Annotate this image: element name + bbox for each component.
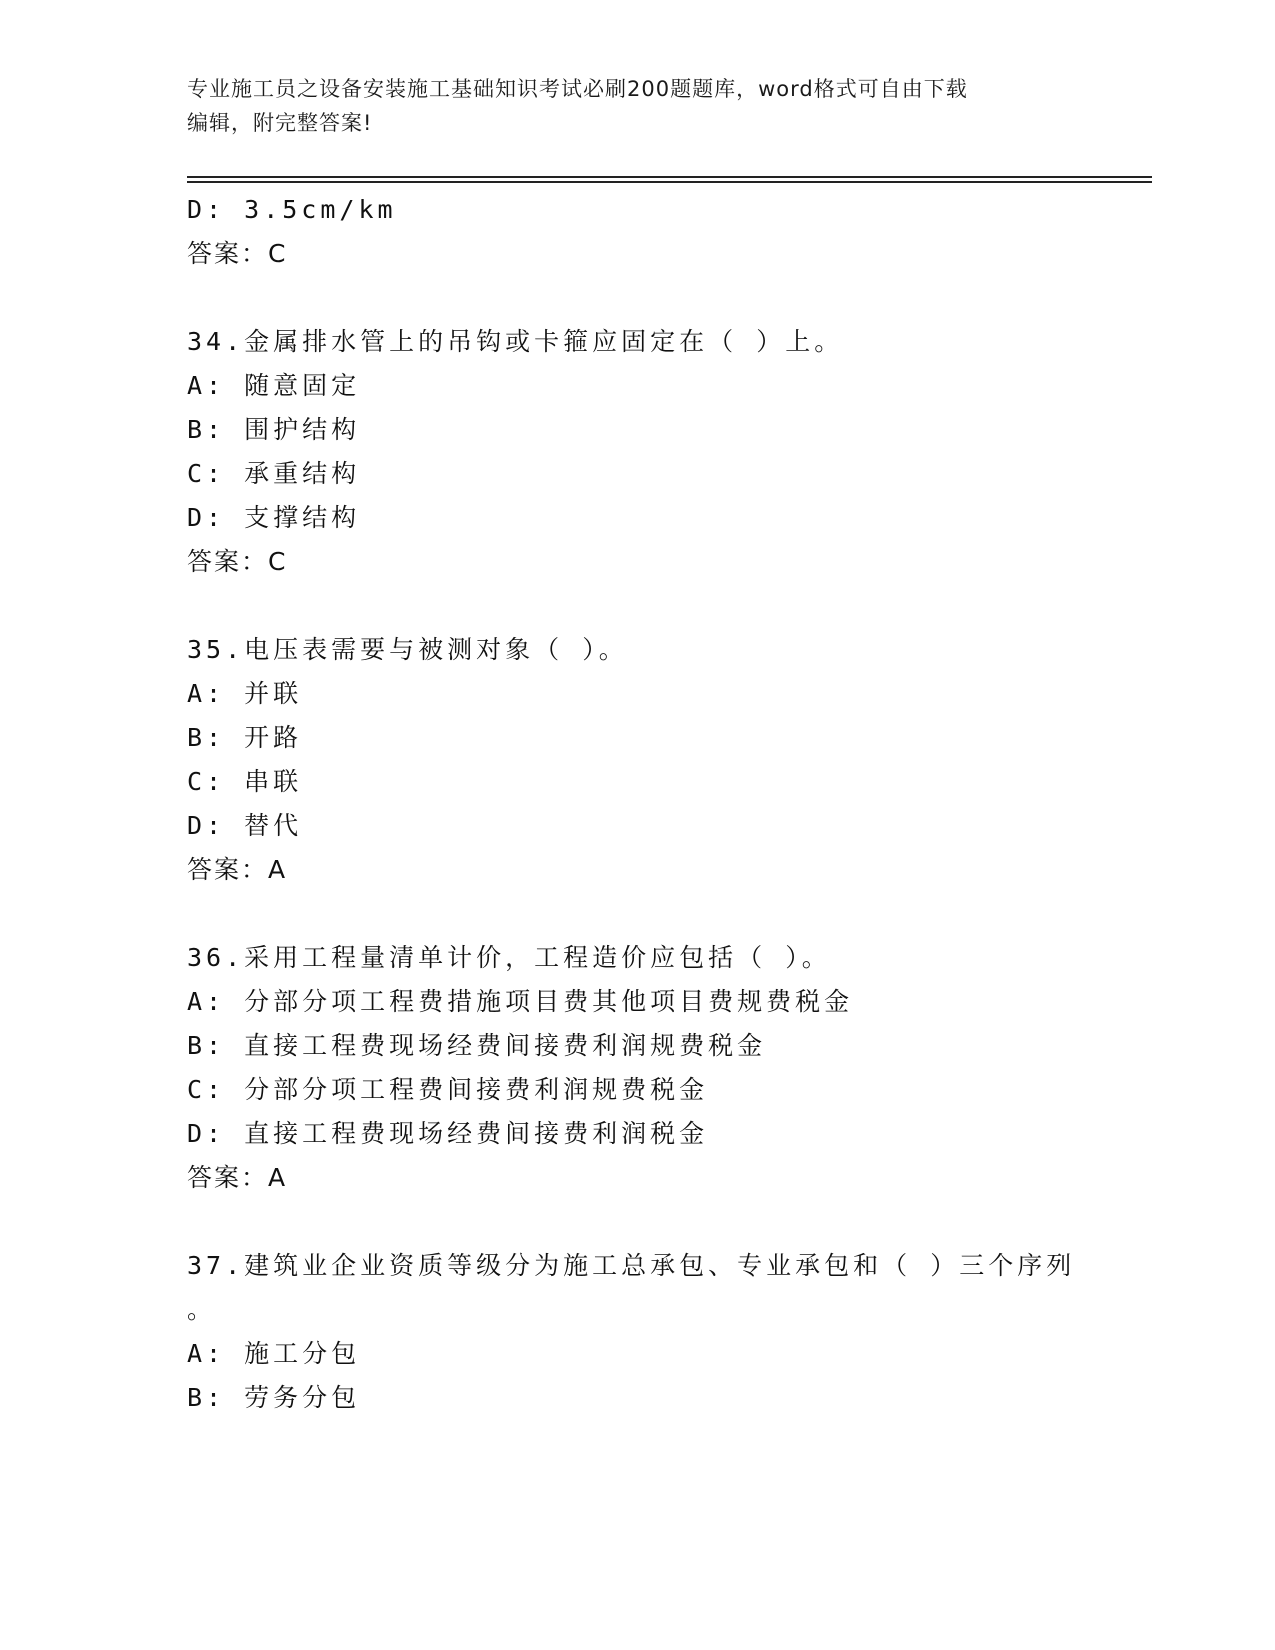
answer-value: C [268,547,287,576]
q34-option-c: C: 承重结构 [187,459,361,488]
q35-option-a: A: 并联 [187,679,303,708]
q35-option-c: C: 串联 [187,767,303,796]
q37-option-a: A: 施工分包 [187,1339,361,1368]
q36-option-b: B: 直接工程费现场经费间接费利润规费税金 [187,1031,767,1060]
q35-answer [187,854,286,886]
q36-answer [187,1162,286,1194]
q34-answer [187,546,286,578]
q37-option-b: B: 劳务分包 [187,1383,361,1412]
q36-option-a: A: 分部分项工程费措施项目费其他项目费规费税金 [187,987,854,1016]
q36-question: 36.采用工程量清单计价，工程造价应包括（ ）。 [187,943,831,972]
q34-question: 34.金属排水管上的吊钩或卡箍应固定在（ ）上。 [187,327,844,356]
q37-question-line-2: 。 [187,1295,217,1324]
answer-label: 答案： [187,1163,269,1192]
q33-answer [187,238,286,270]
header-divider-bottom [187,181,1152,183]
header-line-2: 编辑，附完整答案! [187,111,373,135]
q35-option-b: B: 开路 [187,723,303,752]
header-line-1: 专业施工员之设备安装施工基础知识考试必刷200题题库，word格式可自由下载 [187,77,968,101]
answer-label: 答案： [187,855,269,884]
document-header [187,72,1067,140]
q36-option-d: D: 直接工程费现场经费间接费利润税金 [187,1119,709,1148]
q35-question: 35.电压表需要与被测对象（ ）。 [187,635,628,664]
answer-value: A [268,855,287,884]
answer-value: A [268,1163,287,1192]
q35-option-d: D: 替代 [187,811,303,840]
q37-question-line-1: 37.建筑业企业资质等级分为施工总承包、专业承包和（ ）三个序列 [187,1251,1076,1280]
q34-option-d: D: 支撑结构 [187,503,361,532]
header-divider-top [187,176,1152,178]
answer-label: 答案： [187,547,269,576]
q34-option-b: B: 围护结构 [187,415,361,444]
answer-label: 答案： [187,239,269,268]
q33-option-d: D: 3.5cm/km [187,195,397,224]
q36-option-c: C: 分部分项工程费间接费利润规费税金 [187,1075,709,1104]
q34-option-a: A: 随意固定 [187,371,361,400]
answer-value: C [268,239,287,268]
